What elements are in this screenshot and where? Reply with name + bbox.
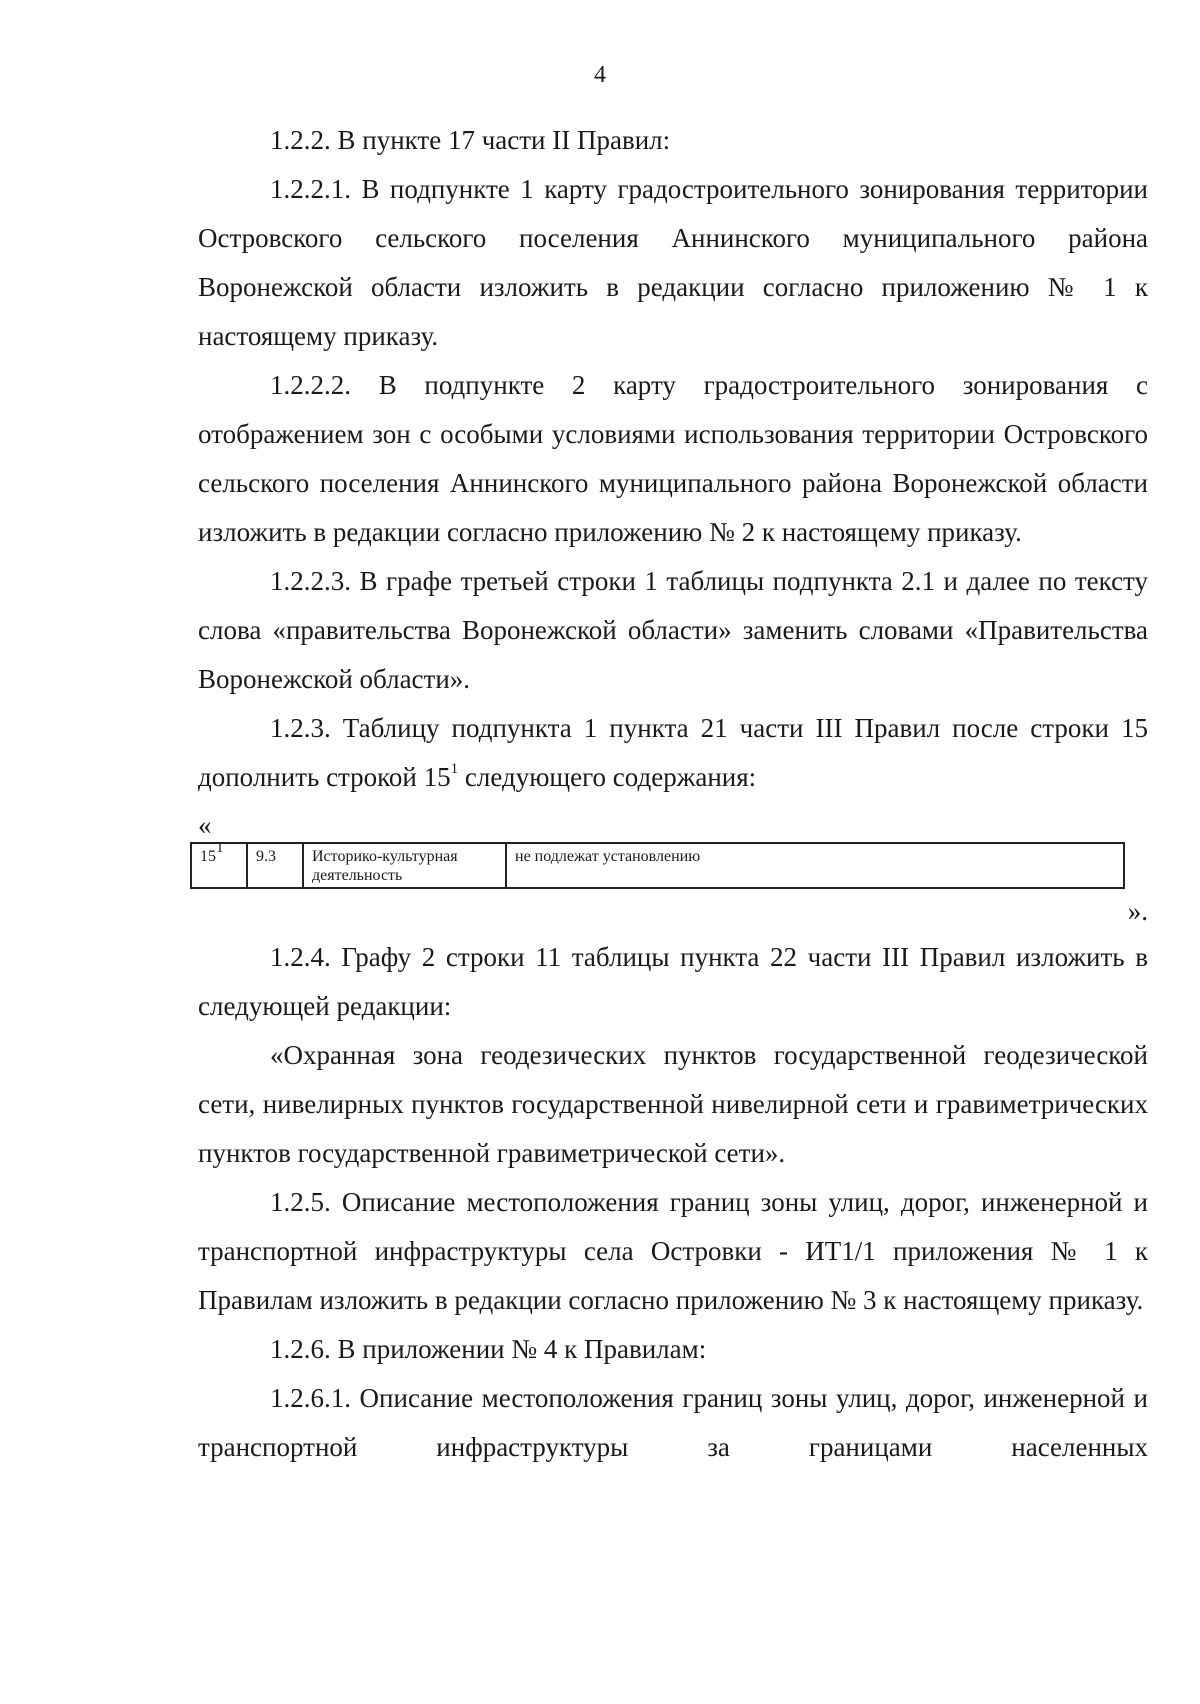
amendment-table xyxy=(190,839,1125,889)
paragraph-1-2-3 xyxy=(198,704,1148,802)
paragraph-1-2-2-1: 1.2.2.1. В подпункте 1 карту градостроительного зонирования территории Островского сельского поселения Аннинского муниципального района Воронежской области изложить в редакции согласно приложению № 1 к настоящему приказу. xyxy=(198,174,1148,351)
document-body xyxy=(198,116,1148,1472)
table-cell-code: 9.3 xyxy=(247,843,303,888)
paragraph-1-2-2-2: 1.2.2.2. В подпункте 2 карту градостроительного зонирования с отображением зон с особыми условиями использования территории Островского сельского поселения Аннинского муниципального района Воронежской области изложить в редакции согласно приложению № 2 к настоящему приказу. xyxy=(198,370,1148,547)
table-cell-row-number: $15^1$ xyxy=(191,843,247,888)
table-cell-name: Историко-культурная деятельность xyxy=(303,843,506,888)
paragraph-1-2-6-1: 1.2.6.1. Описание местоположения границ зоны улиц, дорог, инженерной и транспортной инфраструктуры за границами населенных xyxy=(198,1383,1148,1462)
paragraph-1-2-3-tail: следующего содержания: xyxy=(458,762,757,792)
superscript: 1 xyxy=(216,839,224,856)
page-number: 4 xyxy=(594,62,606,88)
paragraph-1-2-5: 1.2.5. Описание местоположения границ зоны улиц, дорог, инженерной и транспортной инфраструктуры села Островки - ИТ1/1 приложения № 1 к Правилам изложить в редакции согласно приложению № 3 к настоящему приказу. xyxy=(198,1187,1148,1315)
paragraph-1-2-4: 1.2.4. Графу 2 строки 11 таблицы пункта 22 части III Правил изложить в следующей редакции: xyxy=(198,942,1148,1021)
paragraph-1-2-3-text: 1.2.3. Таблицу подпункта 1 пункта 21 части III Правил после строки 15 дополнить строкой 15 xyxy=(198,713,1148,792)
table-cell-value: не подлежат установлению xyxy=(506,843,1124,888)
closing-quote: ». xyxy=(1127,896,1148,926)
paragraph-quoted-zone: «Охранная зона геодезических пунктов государственной геодезической сети, нивелирных пунктов государственной нивелирной сети и гравиметрических пунктов государственной гравиметрической сети». xyxy=(198,1040,1148,1168)
table-row xyxy=(191,843,1124,888)
paragraph-1-2-2-3: 1.2.2.3. В графе третьей строки 1 таблицы подпункта 2.1 и далее по тексту слова «правительства Воронежской области» заменить словами «Правительства Воронежской области». xyxy=(198,566,1148,694)
opening-quote: « xyxy=(198,810,212,840)
paragraph-1-2-6: 1.2.6. В приложении № 4 к Правилам: xyxy=(270,1334,707,1364)
paragraph-1-2-2: 1.2.2. В пункте 17 части II Правил: xyxy=(270,125,671,155)
superscript: 1 xyxy=(450,761,459,777)
